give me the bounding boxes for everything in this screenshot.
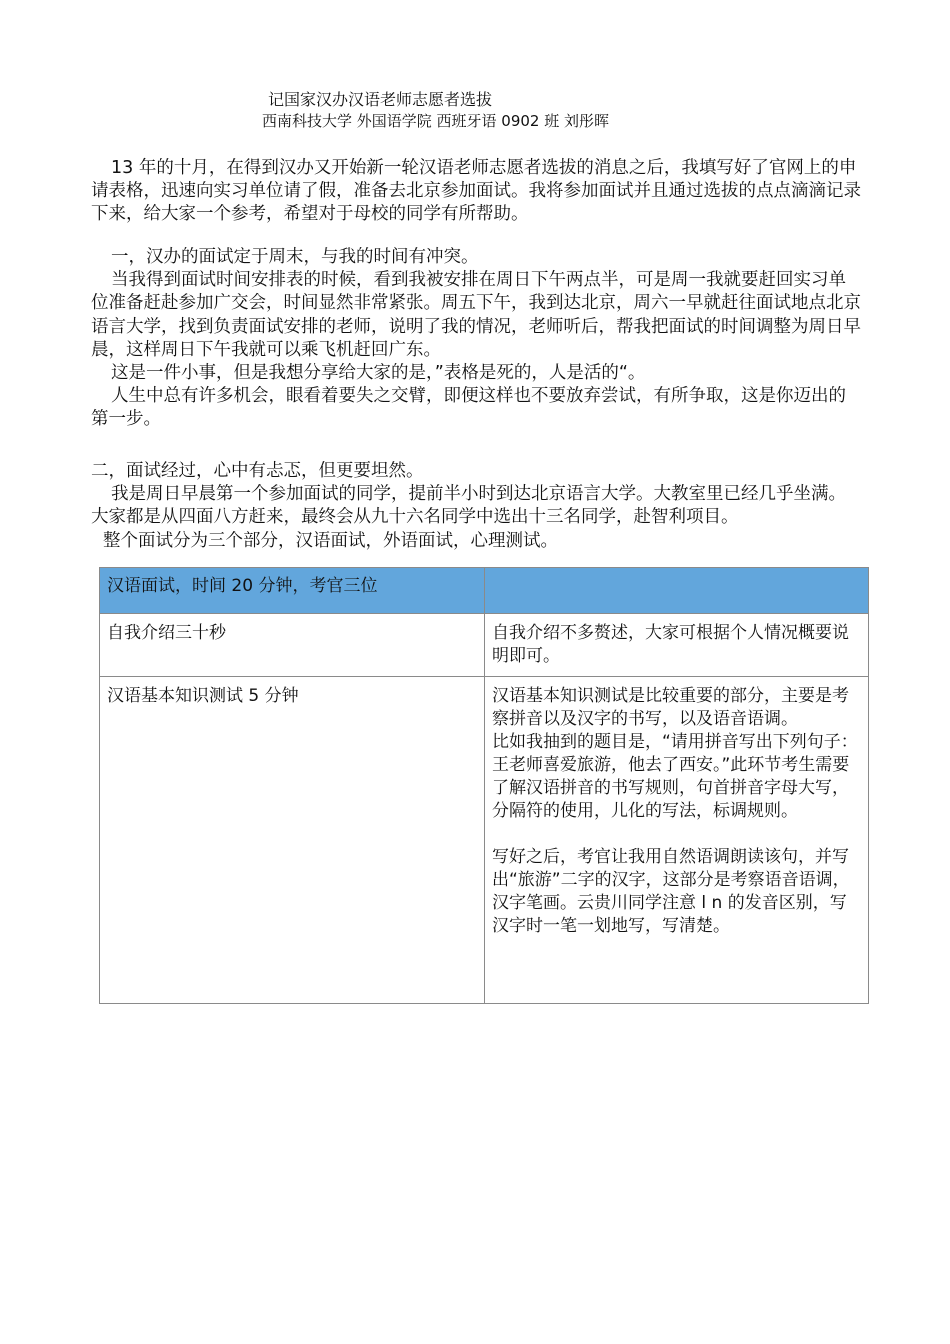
section-one-paragraph-1: 当我得到面试时间安排表的时候，看到我被安排在周日下午两点半，可是周一我就要赶回实习单位准备赶赴参加广交会，时间显然非常紧张。周五下午，我到达北京，周六一早就赶往面试地点北京语言大学，找到负责面试安排的老师，说明了我的情况，老师听后，帮我把面试的时间调整为周日早晨，这样周日下午我就可以乘飞机赶回广东。: [91, 270, 861, 360]
section-one-heading: 一，汉办的面试定于周末，与我的时间有冲突。: [111, 247, 479, 267]
table-row: [100, 677, 869, 1004]
table-cell-note-text: 自我介绍不多赘述，大家可根据个人情况概要说明即可。: [492, 623, 849, 666]
section-one: [91, 246, 861, 432]
section-one-paragraph-3: 人生中总有许多机会，眼看着要失之交臂，即便这样也不要放弃尝试，有所争取，这是你迈出的第一步。: [91, 386, 846, 430]
interview-table: [99, 567, 869, 1004]
intro-paragraph: 13 年的十月，在得到汉办又开始新一轮汉语老师志愿者选拔的消息之后，我填写好了官网上的申请表格，迅速向实习单位请了假，准备去北京参加面试。我将参加面试并且通过选拔的点点滴滴记录下来，给大家一个参考，希望对于母校的同学有所帮助。: [91, 158, 861, 225]
table-header-cell: 汉语面试，时间 20 分钟，考官三位: [100, 568, 485, 614]
table-cell-note-text: 写好之后，考官让我用自然语调朗读该句，并写出“旅游”二字的汉字，这部分是考察语音语调，汉字笔画。云贵川同学注意 l n 的发音区别，写汉字时一笔一划地写，写清楚。: [492, 847, 850, 936]
intro-section: [91, 157, 861, 227]
section-one-paragraph-2: 这是一件小事，但是我想分享给大家的是，”表格是死的，人是活的“。: [111, 363, 646, 384]
section-two-heading: 二，面试经过，心中有忐忑，但更要坦然。: [91, 461, 424, 481]
table-cell-notes: [485, 677, 869, 1004]
paragraph-gap: [492, 823, 861, 846]
section-two-paragraph-2: 整个面试分为三个部分，汉语面试，外语面试，心理测试。: [103, 530, 558, 551]
table-row: [100, 614, 869, 677]
section-two: [91, 460, 861, 553]
table-cell-topic: 自我介绍三十秒: [100, 614, 485, 677]
author-line: 西南科技大学 外国语学院 西班牙语 0902 班 刘彤晖: [262, 112, 610, 130]
table-cell-note-text: 比如我抽到的题目是，“请用拼音写出下列句子：王老师喜爱旅游，他去了西安。”此环节考生需要了解汉语拼音的书写规则，句首拼音字母大写，分隔符的使用，儿化的写法，标调规则。: [492, 732, 858, 821]
table-cell-notes: [485, 614, 869, 677]
table-header-empty-cell: [485, 568, 869, 614]
table-cell-note-text: 汉语基本知识测试是比较重要的部分，主要是考察拼音以及汉字的书写，以及语音语调。: [492, 686, 849, 729]
table-header-row: [100, 568, 869, 614]
section-two-paragraph-1: 我是周日早晨第一个参加面试的同学，提前半小时到达北京语言大学。大教室里已经几乎坐满。大家都是从四面八方赶来，最终会从九十六名同学中选出十三名同学，赴智利项目。: [91, 484, 846, 528]
document-title: 记国家汉办汉语老师志愿者选拔: [268, 90, 493, 109]
table-cell-topic: 汉语基本知识测试 5 分钟: [100, 677, 485, 1004]
